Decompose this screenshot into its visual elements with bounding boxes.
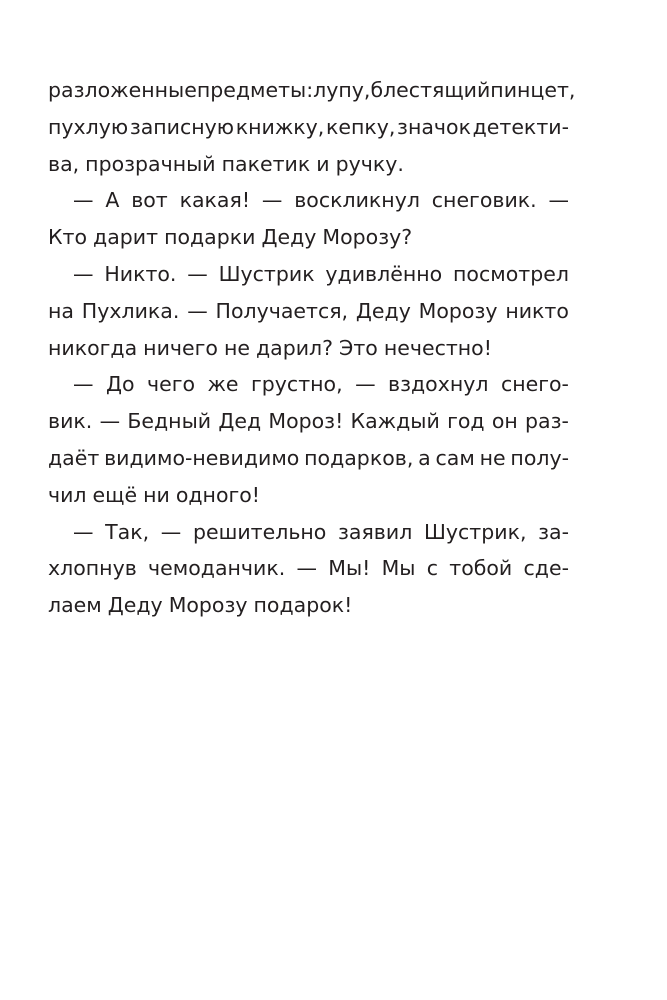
word: ва, — [48, 151, 80, 176]
word: снего- — [500, 372, 569, 397]
word: удивлённо — [325, 261, 443, 286]
story-text — [48, 72, 576, 624]
text-line — [48, 587, 569, 624]
word: вот — [131, 188, 168, 213]
word: Мы! — [328, 556, 371, 581]
word: — — [296, 556, 318, 581]
word: дарит — [93, 225, 159, 250]
word: сде- — [523, 556, 569, 581]
word: Мороз! — [268, 409, 344, 434]
word: пакетик — [221, 151, 311, 176]
word: грустно, — [251, 372, 343, 397]
word: — — [548, 188, 569, 213]
word: значок — [397, 114, 471, 139]
word: — — [355, 372, 376, 397]
word: Кто — [48, 225, 88, 250]
word: Дед — [218, 409, 262, 434]
text-line — [48, 256, 569, 293]
word: Мы — [381, 556, 416, 581]
word: детекти- — [472, 114, 569, 139]
word: Деду — [355, 298, 411, 323]
word: а — [418, 445, 431, 470]
word: сам — [435, 445, 475, 470]
word: дарил? — [255, 335, 334, 360]
word: А — [105, 188, 120, 213]
text-line — [48, 146, 569, 183]
word: Никто. — [104, 261, 177, 286]
word: — — [73, 261, 94, 286]
text-line — [48, 72, 576, 109]
word: чил — [48, 482, 87, 507]
word: Деду — [107, 593, 163, 618]
word: — — [73, 519, 94, 544]
word: Морозу — [418, 298, 498, 323]
word: лупу, — [313, 78, 371, 102]
word: подарок! — [253, 593, 353, 618]
word: книжку, — [235, 114, 325, 139]
text-line — [48, 109, 569, 146]
word: Шустрик — [218, 261, 315, 286]
word: предметы: — [196, 78, 314, 102]
text-line — [48, 330, 569, 367]
word: видимо-невидимо — [104, 445, 300, 470]
word: он — [491, 409, 518, 434]
word: пинцет, — [490, 78, 576, 102]
word: год — [447, 409, 485, 434]
word: даёт — [48, 445, 100, 470]
word: Деду — [261, 225, 317, 250]
word: не — [223, 335, 250, 360]
word: подарки — [164, 225, 256, 250]
word: Морозу? — [322, 225, 413, 250]
word: же — [207, 372, 239, 397]
word: нечестно! — [383, 335, 492, 360]
word: и — [316, 151, 330, 176]
word: вздохнул — [388, 372, 489, 397]
word: раз- — [525, 409, 569, 434]
word: Каждый — [350, 409, 440, 434]
word: хлопнув — [48, 556, 137, 581]
word: — — [261, 188, 283, 213]
text-line — [48, 366, 569, 403]
word: какая! — [179, 188, 251, 213]
word: Бедный — [127, 409, 212, 434]
word: — — [187, 298, 208, 323]
word: — — [187, 261, 208, 286]
text-line — [48, 182, 569, 219]
word: — — [73, 372, 94, 397]
word: Это — [339, 335, 378, 360]
word: чемоданчик. — [148, 556, 286, 581]
word: ещё — [92, 482, 138, 507]
word: ручку. — [335, 151, 404, 176]
word: никогда — [48, 335, 138, 360]
text-line — [48, 440, 569, 477]
text-line — [48, 219, 569, 256]
word: Так, — [105, 519, 150, 544]
word: воскликнул — [294, 188, 420, 213]
word: подарков, — [304, 445, 414, 470]
word: вик. — [48, 409, 93, 434]
text-line — [48, 550, 569, 587]
word: Морозу — [168, 593, 248, 618]
word: полу- — [510, 445, 569, 470]
word: за- — [538, 519, 569, 544]
word: снеговик. — [431, 188, 537, 213]
word: чего — [146, 372, 196, 397]
word: — — [160, 519, 182, 544]
word: ни — [143, 482, 170, 507]
word: посмотрел — [453, 261, 569, 286]
word: пухлую — [48, 114, 129, 139]
word: прозрачный — [85, 151, 216, 176]
word: записную — [129, 114, 235, 139]
word: с — [426, 556, 439, 581]
word: разложенные — [48, 78, 197, 102]
word: блестящий — [370, 78, 491, 102]
word: лаем — [48, 593, 102, 618]
text-line — [48, 293, 569, 330]
word: — — [99, 409, 121, 434]
word: ничего — [143, 335, 218, 360]
word: тобой — [449, 556, 513, 581]
word: решительно — [192, 519, 327, 544]
word: на — [48, 298, 74, 323]
word: До — [105, 372, 135, 397]
word: никто — [505, 298, 569, 323]
word: не — [479, 445, 506, 470]
word: одного! — [175, 482, 261, 507]
word: Пухлика. — [81, 298, 180, 323]
text-line — [48, 477, 569, 514]
text-line — [48, 403, 569, 440]
word: заявил — [338, 519, 413, 544]
word: — — [73, 188, 94, 213]
word: Шустрик, — [423, 519, 527, 544]
text-line — [48, 514, 569, 551]
word: Получается, — [215, 298, 349, 323]
word: кепку, — [325, 114, 396, 139]
